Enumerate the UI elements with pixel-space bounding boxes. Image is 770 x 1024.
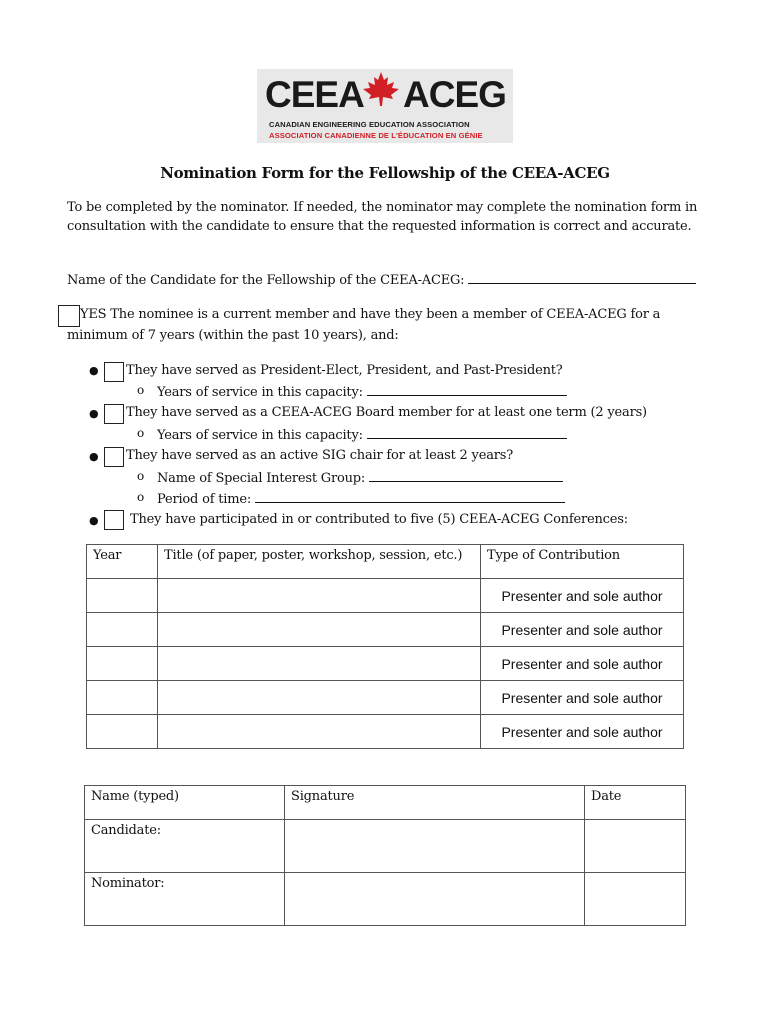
signature-table bbox=[84, 785, 686, 926]
table-row bbox=[87, 647, 684, 681]
sig-criterion: They have served as an active SIG chair for at least 2 years? bbox=[126, 448, 514, 463]
type-cell[interactable]: Presenter and sole author bbox=[481, 715, 684, 749]
form-title: Nomination Form for the Fellowship of the CEEA-ACEG bbox=[160, 164, 610, 182]
conferences-criterion: They have participated in or contributed to five (5) CEEA-ACEG Conferences: bbox=[130, 512, 628, 527]
president-years-label: Years of service in this capacity: bbox=[157, 385, 363, 400]
nominator-date-cell[interactable] bbox=[585, 873, 686, 926]
sig-name-field[interactable] bbox=[369, 469, 563, 482]
board-years-row bbox=[157, 426, 567, 443]
title-cell[interactable] bbox=[158, 613, 481, 647]
sub-bullet-icon: o bbox=[137, 490, 145, 504]
table-header-row bbox=[87, 545, 684, 579]
sub-bullet-icon: o bbox=[137, 469, 145, 483]
title-header: Title (of paper, poster, workshop, session, etc.) bbox=[164, 548, 463, 563]
logo-right-word: ACEG bbox=[403, 74, 506, 115]
sig-checkbox[interactable] bbox=[104, 447, 124, 467]
year-cell[interactable] bbox=[87, 579, 158, 613]
logo-english-name: CANADIAN ENGINEERING EDUCATION ASSOCIATION bbox=[269, 120, 470, 129]
logo-left-word: CEEA bbox=[265, 74, 364, 115]
conferences-checkbox[interactable] bbox=[104, 510, 124, 530]
sig-name-row bbox=[157, 469, 563, 486]
candidate-name-row bbox=[67, 271, 696, 288]
sub-bullet-icon: o bbox=[137, 426, 145, 440]
name-typed-header: Name (typed) bbox=[85, 786, 285, 820]
year-header: Year bbox=[93, 548, 122, 563]
sig-period-row bbox=[157, 490, 565, 507]
year-cell[interactable] bbox=[87, 613, 158, 647]
candidate-name-label: Name of the Candidate for the Fellowship of the CEEA-ACEG: bbox=[67, 273, 465, 288]
yes-statement-line2: minimum of 7 years (within the past 10 years), and: bbox=[67, 328, 399, 343]
board-criterion: They have served as a CEEA-ACEG Board member for at least one term (2 years) bbox=[126, 405, 647, 420]
board-years-label: Years of service in this capacity: bbox=[157, 428, 363, 443]
board-years-field[interactable] bbox=[367, 426, 567, 439]
table-row bbox=[87, 715, 684, 749]
year-header-cell bbox=[87, 545, 158, 579]
type-cell[interactable]: Presenter and sole author bbox=[481, 579, 684, 613]
title-cell[interactable] bbox=[158, 681, 481, 715]
type-cell[interactable]: Presenter and sole author bbox=[481, 613, 684, 647]
board-checkbox[interactable] bbox=[104, 404, 124, 424]
president-years-field[interactable] bbox=[367, 383, 567, 396]
type-header-cell bbox=[481, 545, 684, 579]
type-cell[interactable]: Presenter and sole author bbox=[481, 681, 684, 715]
table-row bbox=[87, 613, 684, 647]
contributions-table bbox=[86, 544, 684, 749]
sig-period-label: Period of time: bbox=[157, 492, 252, 507]
candidate-label: Candidate: bbox=[85, 820, 285, 873]
intro-paragraph: To be completed by the nominator. If needed, the nominator may complete the nomination form in consultation with the candidate to ensure that the requested information is correct and accurate. bbox=[67, 200, 698, 234]
maple-leaf-icon bbox=[361, 71, 401, 107]
bullet-icon: ● bbox=[89, 364, 99, 377]
nominator-row bbox=[85, 873, 686, 926]
nominator-signature-cell[interactable] bbox=[285, 873, 585, 926]
candidate-signature-cell[interactable] bbox=[285, 820, 585, 873]
president-checkbox[interactable] bbox=[104, 362, 124, 382]
nominator-label: Nominator: bbox=[85, 873, 285, 926]
type-cell[interactable]: Presenter and sole author bbox=[481, 647, 684, 681]
bullet-icon: ● bbox=[89, 407, 99, 420]
signature-header: Signature bbox=[285, 786, 585, 820]
bullet-icon: ● bbox=[89, 514, 99, 527]
logo-french-name: ASSOCIATION CANADIENNE DE L'ÉDUCATION EN GÉNIE bbox=[269, 131, 483, 140]
table-row bbox=[87, 579, 684, 613]
date-header: Date bbox=[585, 786, 686, 820]
candidate-row bbox=[85, 820, 686, 873]
title-cell[interactable] bbox=[158, 579, 481, 613]
year-cell[interactable] bbox=[87, 681, 158, 715]
yes-checkbox[interactable] bbox=[58, 305, 80, 327]
year-cell[interactable] bbox=[87, 647, 158, 681]
signature-header-row bbox=[85, 786, 686, 820]
title-cell[interactable] bbox=[158, 715, 481, 749]
year-cell[interactable] bbox=[87, 715, 158, 749]
president-years-row bbox=[157, 383, 567, 400]
bullet-icon: ● bbox=[89, 450, 99, 463]
sub-bullet-icon: o bbox=[137, 383, 145, 397]
sig-name-label: Name of Special Interest Group: bbox=[157, 471, 366, 486]
table-row bbox=[87, 681, 684, 715]
title-header-cell bbox=[158, 545, 481, 579]
ceea-aceg-logo bbox=[257, 69, 513, 143]
candidate-name-field[interactable] bbox=[468, 271, 696, 284]
type-header: Type of Contribution bbox=[487, 548, 620, 563]
president-criterion: They have served as President-Elect, President, and Past-President? bbox=[126, 363, 563, 378]
title-cell[interactable] bbox=[158, 647, 481, 681]
yes-statement-line1: YES The nominee is a current member and have they been a member of CEEA-ACEG for a bbox=[80, 307, 661, 322]
sig-period-field[interactable] bbox=[255, 490, 565, 503]
candidate-date-cell[interactable] bbox=[585, 820, 686, 873]
